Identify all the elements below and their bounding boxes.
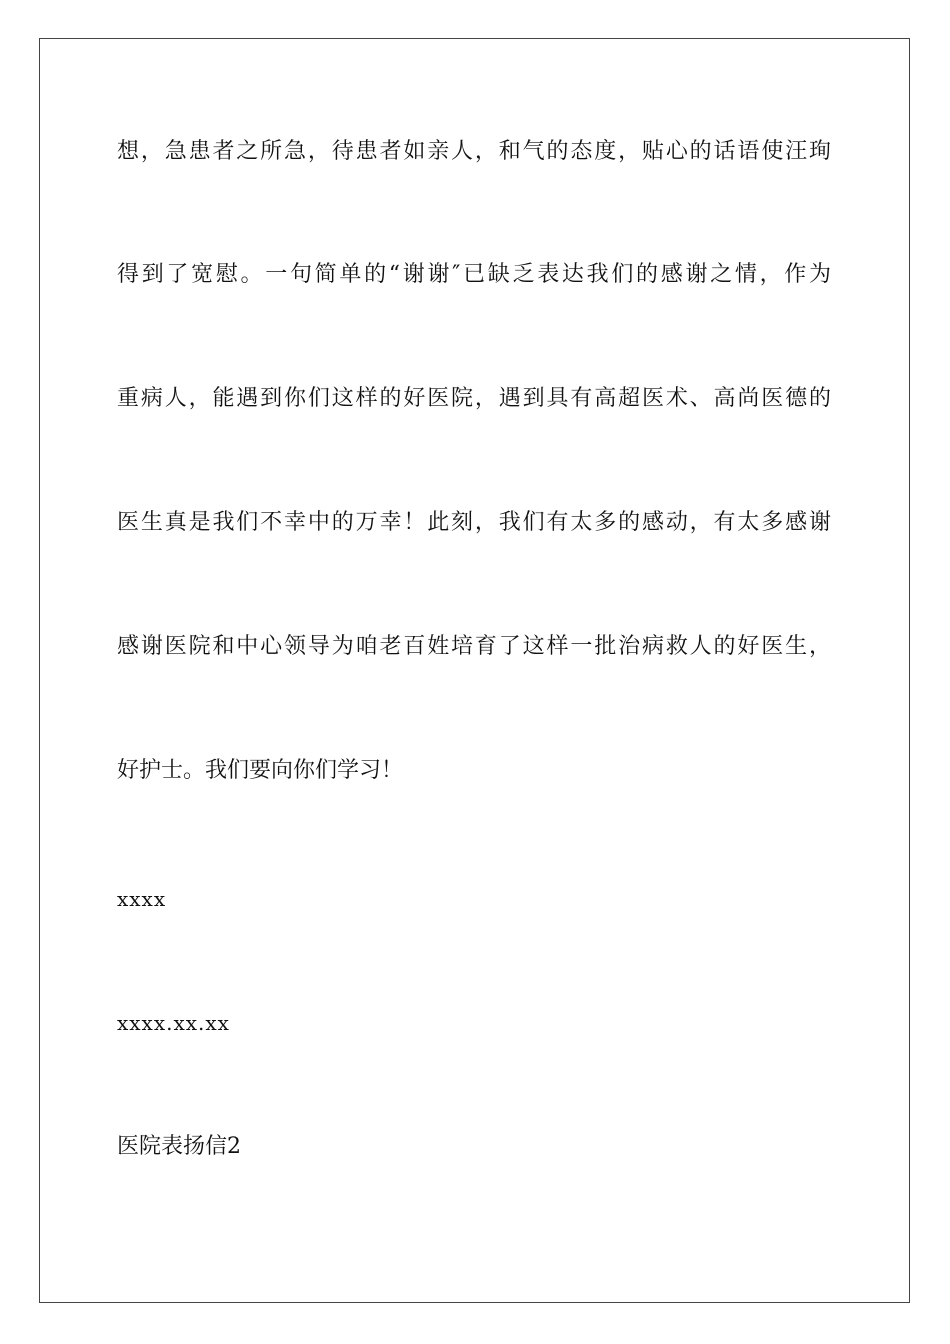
paragraph-line-3: 重病人，能遇到你们这样的好医院，遇到具有高超医术、高尚医德的	[117, 386, 831, 411]
paragraph-line-5: 感谢医院和中心领导为咱老百姓培育了这样一批治病救人的好医生，	[117, 634, 831, 659]
signature: xxxx	[117, 887, 167, 911]
paragraph-line-4: 医生真是我们不幸中的万幸！此刻，我们有太多的感动，有太多感谢	[117, 510, 831, 535]
date: xxxx.xx.xx	[117, 1011, 230, 1035]
paragraph-line-6: 好护士。我们要向你们学习！	[117, 758, 404, 783]
paragraph-line-2: 得到了宽慰。一句简单的“谢谢″已缺乏表达我们的感谢之情，作为	[117, 262, 831, 287]
next-letter-title: 医院表扬信2	[117, 1134, 241, 1159]
page-frame	[39, 38, 910, 1303]
paragraph-line-1: 想，急患者之所急，待患者如亲人，和气的态度，贴心的话语使汪珣	[117, 139, 831, 164]
